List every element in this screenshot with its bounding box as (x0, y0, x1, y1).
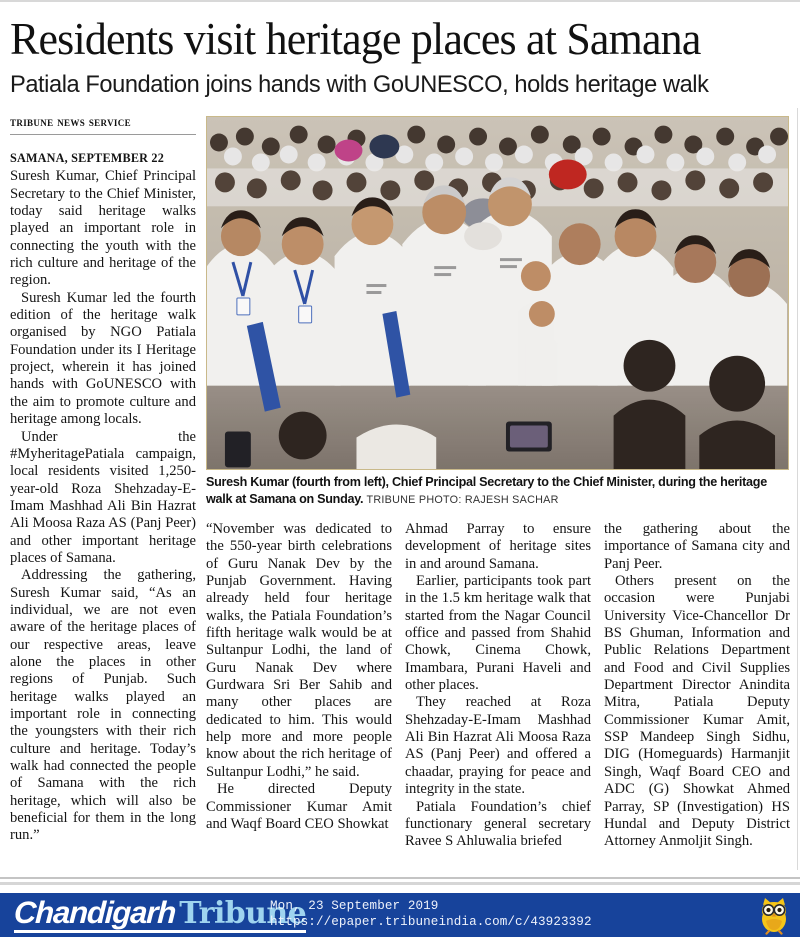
logo-tribune-text: Tribune (179, 896, 307, 931)
article-paragraph: Addressing the gathering, Suresh Kumar said, “As an individual, we are not even aware of the heritage places of our respective areas, leave alone the places in other regions of Punjab. Such heritage walks played an important role in connecting the youngsters with their rich culture and heritage. Today’s walk had connected the people of Samana with the rich heritage, which will also be beneficial for them in the long run.” (10, 567, 196, 844)
footer-separator-bottom (0, 882, 800, 885)
article-column-4 (604, 521, 790, 851)
footer-meta (270, 898, 592, 930)
photo-credit: TRIBUNE PHOTO: RAJESH SACHAR (366, 493, 559, 506)
headline-block (10, 14, 792, 100)
photo-caption (206, 474, 789, 508)
dateline: SAMANA, SEPTEMBER 22 (10, 151, 164, 165)
page-title: Residents visit heritage places at Samana (10, 14, 701, 64)
article-photo (206, 116, 789, 470)
article-paragraph-text: Suresh Kumar, Chief Principal Secretary to the Chief Minister, today said heritage walks played an important role in connecting the youth with the rich culture and heritage of the region. (10, 168, 196, 289)
article-paragraph: Ahmad Parray to ensure development of heritage sites in and around Samana. (405, 521, 591, 572)
article-paragraph: “November was dedicated to the 550-year birth celebrations of Guru Nanak Dev by the Punjab Government. Having already held four heritage walks, the Patiala Foundation’s fifth heritage walk would be at Sultanpur Lodhi, the land of Guru Nanak Dev where Gurdwara Sri Ber Sahib and many other places are dedicated to him. This would help more and more people know about the rich heritage of Sultanpur Lodhi,” he said. (206, 521, 392, 780)
article-lower-columns (206, 521, 790, 851)
photo-caption-text: Suresh Kumar (fourth from left), Chief Principal Secretary to the Chief Minister, during the heritage walk at Samana on Sunday. (206, 475, 767, 506)
owl-mascot-icon (754, 895, 794, 935)
article-paragraph: He directed Deputy Commissioner Kumar Amit and Waqf Board CEO Showkat (206, 781, 392, 832)
article-paragraph (10, 150, 196, 290)
epaper-footer-bar (0, 893, 800, 937)
byline-rule (10, 134, 196, 135)
page-right-rule (797, 108, 798, 870)
article-paragraph: Others present on the occasion were Punjabi University Vice-Chancellor Dr BS Ghuman, Information and Public Relations Department and Food and Civil Supplies Department Director Anindita Mitra, Patiala Deputy Commissioner Kumar Amit, SSP Mandeep Singh Sidhu, DIG (Homeguards) Harmanjit Singh, Waqf Board CEO and ADC (G) Showkat Ahmed Parray, SP (Investigation) HS Hundal and Deputy District Attorney Anmoljit Singh. (604, 573, 790, 850)
article-paragraph: Under the #MyheritagePatiala campaign, local residents visited 1,250-year-old Roza Shehzaday-E-Imam Mashhad Ali Bin Hazrat Ali Moosa Raza AS (Panj Peer) and other important heritage places of Samana. (10, 428, 196, 566)
article-paragraph: Patiala Foundation’s chief functionary general secretary Ravee S Ahluwalia briefed (405, 798, 591, 850)
article-paragraph: Earlier, participants took part in the 1.5 km heritage walk that started from the Nagar Council office and passed from Shahid Chowk, Cinema Chowk, Imambara, Purani Haveli and other places. (405, 573, 591, 694)
page-subtitle: Patiala Foundation joins hands with GoUNESCO, holds heritage walk (10, 71, 709, 98)
epaper-url[interactable]: https://epaper.tribuneindia.com/c/43923392 (270, 915, 592, 929)
article-paragraph: Suresh Kumar led the fourth edition of the heritage walk organised by NGO Patiala Foundation under its I Heritage project, wherein it has joined hands with GoUNESCO with the aim to promote culture and heritage among locals. (10, 289, 196, 428)
article-paragraph: the gathering about the importance of Samana city and Panj Peer. (604, 521, 790, 572)
publication-date: Mon, 23 September 2019 (270, 899, 439, 913)
photo-illustration (207, 117, 788, 469)
footer-separator-top (0, 877, 800, 879)
byline (10, 114, 196, 135)
article-paragraph: They reached at Roza Shehzaday-E-Imam Mashhad Ali Bin Hazrat Ali Moosa Raza AS (Panj Peer) and offered a chaadar, praying for peace and integrity in the state. (405, 694, 591, 798)
tribune-logo[interactable] (14, 897, 306, 933)
article-column-3 (405, 521, 591, 851)
article-column-2 (206, 521, 392, 851)
article-column-1 (10, 150, 196, 845)
logo-chandigarh-text: Chandigarh (13, 895, 177, 930)
page-top-rule (0, 0, 800, 2)
news-service-label: tribune news service (10, 114, 131, 129)
